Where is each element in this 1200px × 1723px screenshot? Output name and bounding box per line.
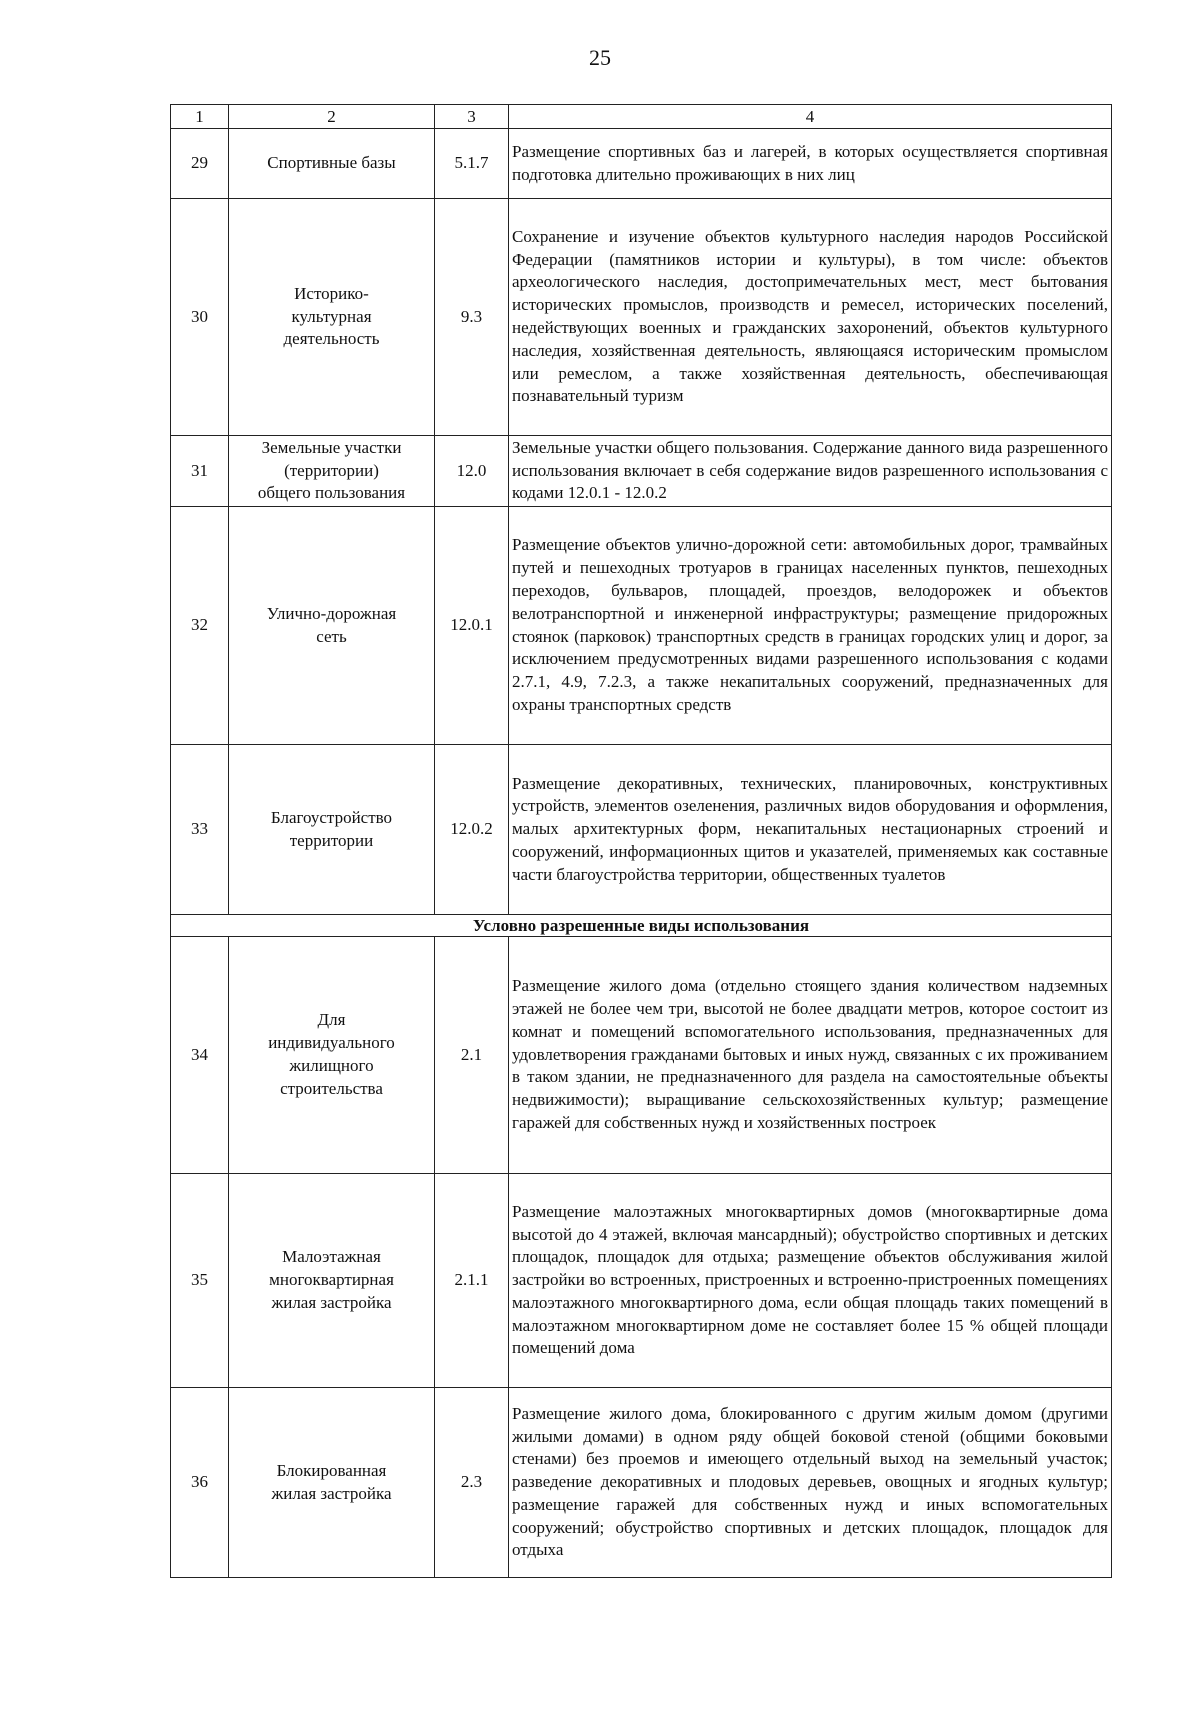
table-row bbox=[171, 507, 1112, 745]
land-use-code: 2.1.1 bbox=[435, 1174, 509, 1388]
land-use-name: Земельные участки (территории) общего пользования bbox=[229, 436, 435, 507]
land-use-name: Благоустройство территории bbox=[229, 745, 435, 915]
land-use-description: Размещение малоэтажных многоквартирных домов (многоквартирные дома высотой до 4 этажей, включая мансардный); обустройство спортивных и детских площадок, площадок для отдыха; размещение объектов обслуживания жилой застройки во встроенных, пристроенных и встроенно-пристроенных помещениях малоэтажного многоквартирного дома, если общая площадь таких помещений в малоэтажном многоквартирном доме не составляет более 15 % общей площади помещений дома bbox=[509, 1174, 1112, 1388]
column-number-1: 1 bbox=[171, 105, 229, 129]
land-use-name: Улично-дорожная сеть bbox=[229, 507, 435, 745]
land-use-description: Размещение декоративных, технических, планировочных, конструктивных устройств, элементов озеленения, различных видов оборудования и оформления, малых архитектурных форм, некапитальных нестационарных строений и сооружений, информационных щитов и указателей, применяемых как составные части благоустройства территории, общественных туалетов bbox=[509, 745, 1112, 915]
land-use-code: 5.1.7 bbox=[435, 129, 509, 199]
land-use-table bbox=[170, 104, 1112, 1578]
row-number: 35 bbox=[171, 1174, 229, 1388]
land-use-name: Спортивные базы bbox=[229, 129, 435, 199]
land-use-description: Размещение объектов улично-дорожной сети: автомобильных дорог, трамвайных путей и пешеходных тротуаров в границах населенных пунктов, пешеходных переходов, бульваров, площадей, проездов, велодорожек и объектов велотранспортной и инженерной инфраструктуры; размещение придорожных стоянок (парковок) транспортных средств в границах городских улиц и дорог, за исключением предусмотренных видами разрешенного использования с кодами 2.7.1, 4.9, 7.2.3, а также некапитальных сооружений, предназначенных для охраны транспортных средств bbox=[509, 507, 1112, 745]
table-row bbox=[171, 1388, 1112, 1578]
table-row bbox=[171, 937, 1112, 1174]
row-number: 34 bbox=[171, 937, 229, 1174]
section-header-row bbox=[171, 915, 1112, 937]
land-use-description: Размещение спортивных баз и лагерей, в которых осуществляется спортивная подготовка длительно проживающих в них лиц bbox=[509, 129, 1112, 199]
land-use-description: Сохранение и изучение объектов культурного наследия народов Российской Федерации (памятников истории и культуры), в том числе: объектов археологического наследия, достопримечательных мест, мест бытования исторических промыслов, производств и ремесел, исторических поселений, недействующих военных и гражданских захоронений, объектов культурного наследия, хозяйственная деятельность, являющаяся историческим промыслом или ремеслом, а также хозяйственная деятельность, обеспечивающая познавательный туризм bbox=[509, 199, 1112, 436]
land-use-code: 9.3 bbox=[435, 199, 509, 436]
land-use-name: Историко- культурная деятельность bbox=[229, 199, 435, 436]
table-row bbox=[171, 745, 1112, 915]
table-row bbox=[171, 199, 1112, 436]
land-use-name: Малоэтажная многоквартирная жилая застройка bbox=[229, 1174, 435, 1388]
land-use-code: 12.0.1 bbox=[435, 507, 509, 745]
land-use-code: 2.3 bbox=[435, 1388, 509, 1578]
land-use-description: Размещение жилого дома (отдельно стоящего здания количеством надземных этажей не более чем три, высотой не более двадцати метров, которое состоит из комнат и помещений вспомогательного использования, предназначенных для удовлетворения гражданами бытовых и иных нужд, связанных с их проживанием в таком здании, не предназначенного для раздела на самостоятельные объекты недвижимости); выращивание сельскохозяйственных культур; размещение гаражей для собственных нужд и хозяйственных построек bbox=[509, 937, 1112, 1174]
section-title: Условно разрешенные виды использования bbox=[171, 915, 1112, 937]
column-number-3: 3 bbox=[435, 105, 509, 129]
row-number: 29 bbox=[171, 129, 229, 199]
land-use-description: Земельные участки общего пользования. Содержание данного вида разрешенного использования включает в себя содержание видов разрешенного использования с кодами 12.0.1 - 12.0.2 bbox=[509, 436, 1112, 507]
row-number: 36 bbox=[171, 1388, 229, 1578]
table-header-row bbox=[171, 105, 1112, 129]
row-number: 33 bbox=[171, 745, 229, 915]
table-row bbox=[171, 436, 1112, 507]
land-use-code: 12.0 bbox=[435, 436, 509, 507]
land-use-name: Блокированная жилая застройка bbox=[229, 1388, 435, 1578]
row-number: 32 bbox=[171, 507, 229, 745]
column-number-2: 2 bbox=[229, 105, 435, 129]
table-row bbox=[171, 1174, 1112, 1388]
land-use-name: Для индивидуального жилищного строительства bbox=[229, 937, 435, 1174]
land-use-description: Размещение жилого дома, блокированного с другим жилым домом (другими жилыми домами) в одном ряду общей боковой стеной (общими боковыми стенами) без проемов и имеющего отдельный выход на земельный участок; разведение декоративных и плодовых деревьев, овощных и ягодных культур; размещение гаражей для собственных нужд и иных вспомогательных сооружений; обустройство спортивных и детских площадок, площадок для отдыха bbox=[509, 1388, 1112, 1578]
land-use-code: 12.0.2 bbox=[435, 745, 509, 915]
page-number: 25 bbox=[589, 45, 611, 70]
land-use-code: 2.1 bbox=[435, 937, 509, 1174]
row-number: 31 bbox=[171, 436, 229, 507]
row-number: 30 bbox=[171, 199, 229, 436]
column-number-4: 4 bbox=[509, 105, 1112, 129]
table-row bbox=[171, 129, 1112, 199]
